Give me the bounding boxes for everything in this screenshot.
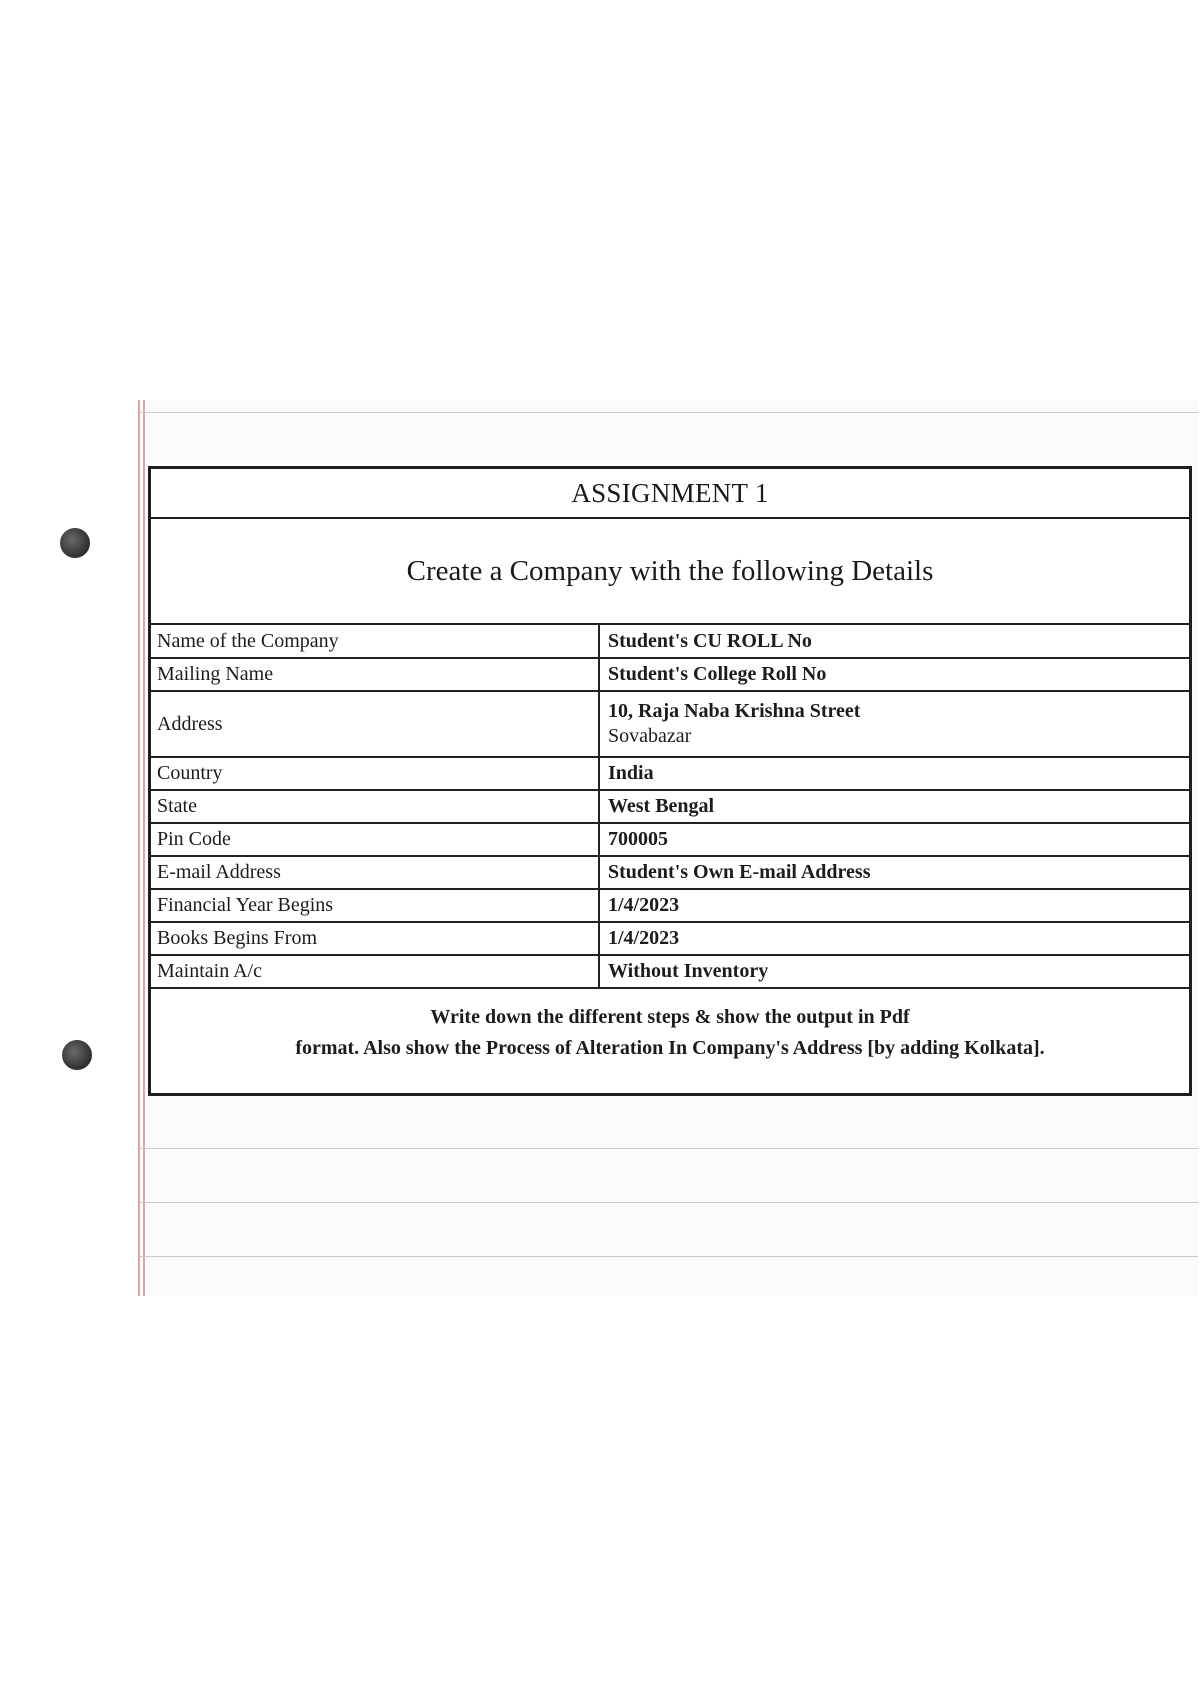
table-row <box>151 856 1189 889</box>
assignment-box <box>148 466 1192 1096</box>
ruled-line <box>140 1148 1198 1149</box>
label-mailing-name: Mailing Name <box>151 658 599 691</box>
instruction-line-1: Write down the different steps & show the output in Pdf <box>430 1006 910 1028</box>
table-row <box>151 658 1189 691</box>
value-maintain-ac: Without Inventory <box>599 955 1189 988</box>
margin-line <box>138 400 140 1296</box>
address-line-1: 10, Raja Naba Krishna Street <box>608 700 861 722</box>
label-state: State <box>151 790 599 823</box>
label-maintain-ac: Maintain A/c <box>151 955 599 988</box>
value-financial-year: 1/4/2023 <box>599 889 1189 922</box>
assignment-subtitle: Create a Company with the following Details <box>151 519 1189 625</box>
instruction-text <box>151 989 1189 1077</box>
value-mailing-name: Student's College Roll No <box>599 658 1189 691</box>
label-books-begin: Books Begins From <box>151 922 599 955</box>
value-pin-code: 700005 <box>599 823 1189 856</box>
value-state: West Bengal <box>599 790 1189 823</box>
label-financial-year: Financial Year Begins <box>151 889 599 922</box>
label-country: Country <box>151 757 599 790</box>
table-row <box>151 922 1189 955</box>
table-row <box>151 823 1189 856</box>
table-row <box>151 625 1189 658</box>
ruled-line <box>140 412 1198 413</box>
address-line-2: Sovabazar <box>608 725 692 747</box>
value-email: Student's Own E-mail Address <box>599 856 1189 889</box>
table-row <box>151 757 1189 790</box>
label-email: E-mail Address <box>151 856 599 889</box>
margin-line-inner <box>143 400 145 1296</box>
punch-hole-top <box>60 528 90 558</box>
value-company-name: Student's CU ROLL No <box>599 625 1189 658</box>
label-address: Address <box>151 691 599 757</box>
label-pin-code: Pin Code <box>151 823 599 856</box>
ruled-line <box>140 1256 1198 1257</box>
assignment-title: ASSIGNMENT 1 <box>151 469 1189 519</box>
value-country: India <box>599 757 1189 790</box>
value-books-begin: 1/4/2023 <box>599 922 1189 955</box>
ruled-line <box>140 1202 1198 1203</box>
table-row <box>151 790 1189 823</box>
punch-hole-bottom <box>62 1040 92 1070</box>
table-row <box>151 691 1189 757</box>
label-company-name: Name of the Company <box>151 625 599 658</box>
value-address <box>599 691 1189 757</box>
table-row <box>151 889 1189 922</box>
table-row <box>151 955 1189 988</box>
company-details-table <box>151 625 1189 989</box>
instruction-line-2: format. Also show the Process of Alteration In Company's Address [by adding Kolkata]. <box>295 1037 1045 1059</box>
